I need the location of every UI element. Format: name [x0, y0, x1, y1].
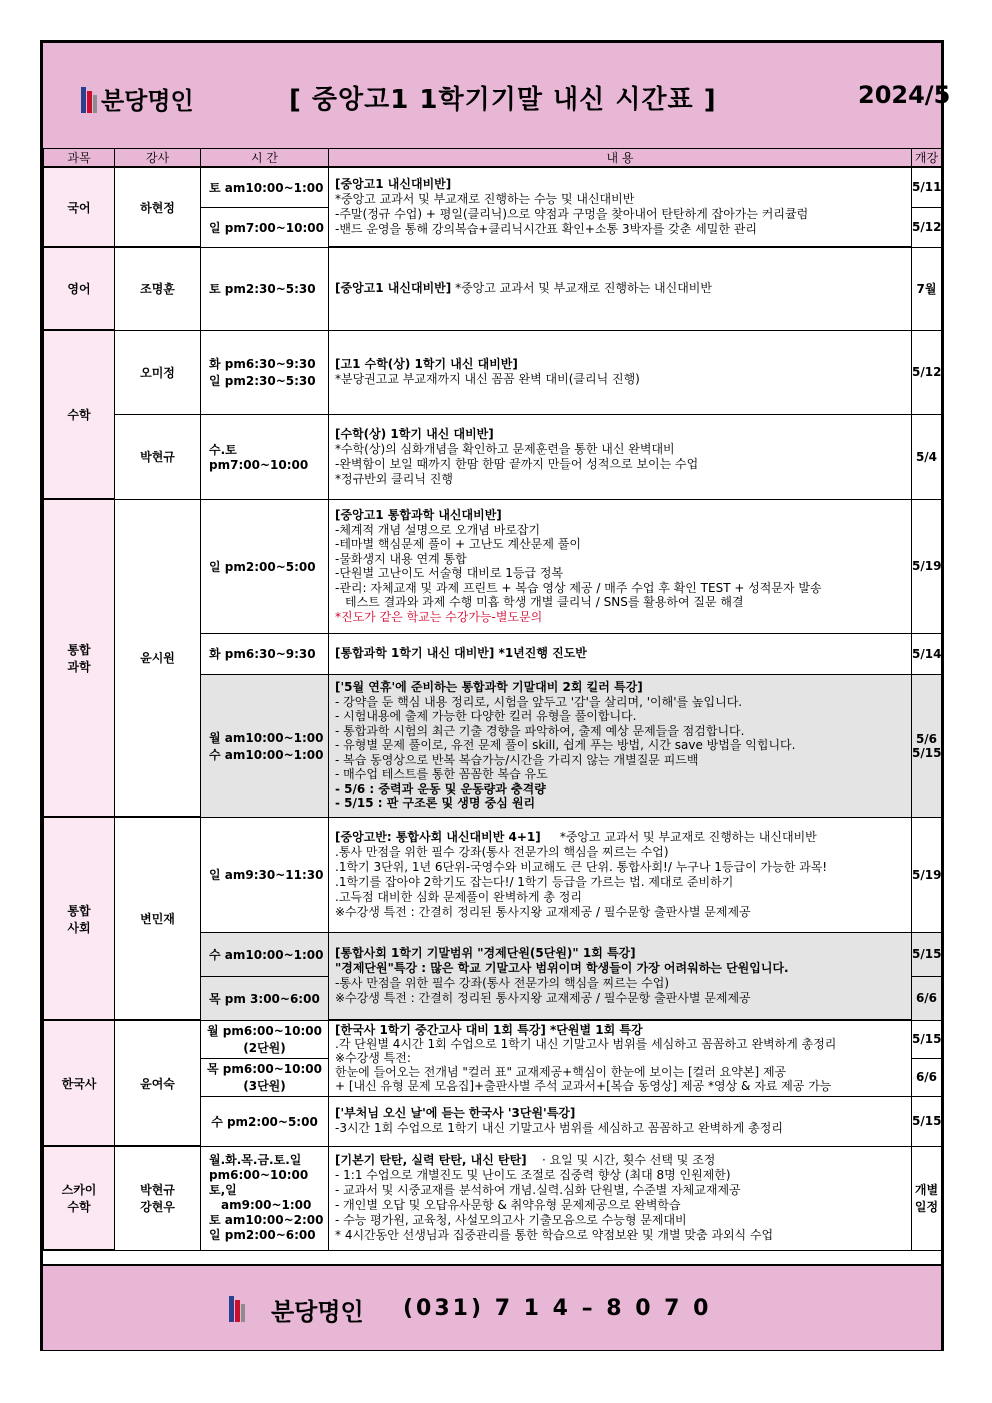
- class-description: [통합과학 1학기 내신 대비반] *1년진행 진도반: [329, 633, 912, 674]
- col-teacher: 강사: [115, 149, 201, 168]
- subject-science: 통합 과학: [44, 499, 115, 817]
- teacher-name: 윤시원: [115, 499, 201, 817]
- class-description: [중앙고1 내신대비반] *중앙고 교과서 및 부교재로 진행하는 수능 및 내신대비반 -주말(정규 수업) + 평일(클리닉)으로 약점과 구멍을 찾아내어 탄탄하게 잡아가는 커리큘럼 -밴드 운영을 통해 강의복습+클리닉시간표 확인+소통 3박자를 갖춘 세밀한 관리: [329, 167, 912, 247]
- open-date: 6/6: [912, 976, 942, 1020]
- header-band: [43, 43, 951, 150]
- table-row: [44, 499, 942, 633]
- table-row: [44, 817, 942, 932]
- table-row: [44, 414, 942, 499]
- table-row: [44, 1146, 942, 1250]
- teacher-name: 박현규 강현우: [115, 1146, 201, 1250]
- table-row: [44, 167, 942, 207]
- open-date: 6/6: [912, 1058, 942, 1096]
- page-frame: [40, 40, 951, 1351]
- teacher-name: 박현규: [115, 414, 201, 499]
- page-title: [ 중앙고1 1학기기말 내신 시간표 ]: [289, 85, 717, 115]
- class-description: [통합사회 1학기 기말범위 "경제단원(5단원)" 1회 특강] "경제단원"특강 : 많은 학교 기말고사 범위이며 학생들이 가장 어려워하는 단원입니다. -통사 만점을 위한 필수 강좌(통사 전문가의 핵심을 찌르는 수업) ※수강생 특전 : 간결히 정리된 통사지왕 교재제공 / 필수문항 출판사별 문제제공: [329, 932, 912, 1020]
- timetable: [43, 148, 942, 1251]
- schedule-date: 2024/5: [858, 81, 951, 109]
- class-description: [중앙고1 내신대비반] *중앙고 교과서 및 부교재로 진행하는 내신대비반: [329, 247, 912, 330]
- class-time: 토 pm2:30~5:30: [201, 247, 329, 330]
- class-time: 목 pm6:00~10:00 (3단원): [201, 1058, 329, 1096]
- class-description: [한국사 1학기 중간고사 대비 1회 특강] *단원별 1회 특강 .각 단원별 4시간 1회 수업으로 1학기 내신 기말고사 범위를 세심하고 꼼꼼하고 완벽하게 총정리 ※수강생 특전: 한눈에 들어오는 전개념 "컬러 표" 교재제공+핵심이 한눈에 보이는 [컬러 요약본] 제공 + [내신 유형 문제 모음집]+출판사별 주석 교과서+[복습 동영상] 제공 *영상 & 자료 제공 가능: [329, 1020, 912, 1096]
- col-open: 개강: [912, 149, 942, 168]
- class-description: ['부처님 오신 날'에 듣는 한국사 '3단원'특강] -3시간 1회 수업으로 1학기 내신 기말고사 범위를 세심하고 꼼꼼하고 완벽하게 총정리: [329, 1096, 912, 1146]
- open-date: 개별 일정: [912, 1146, 942, 1250]
- brand-logo-icon: [81, 87, 97, 113]
- footer-brand: 분당명인: [271, 1298, 364, 1326]
- class-description: [중앙고1 통합과학 내신대비반] -체계적 개념 설명으로 오개념 바로잡기 -테마별 핵심문제 풀이 + 고난도 계산문제 풀이 -물화생지 내용 연계 통합 -단원별 고난이도 서술형 대비로 1등급 정복 -관리: 자체교재 및 과제 프린트 + 복습 영상 제공 / 매주 수업 후 확인 TEST + 성적문자 발송 테스트 결과와 과제 수행 미흡 학생 개별 클리닉 / SNS를 활용하여 질문 해결 *진도가 같은 학교는 수강가능-별도문의: [329, 499, 912, 633]
- col-content: 내 용: [329, 149, 912, 168]
- open-date: 5/14: [912, 633, 942, 674]
- class-description: [수학(상) 1학기 내신 대비반] *수학(상)의 심화개념을 확인하고 문제훈련을 통한 내신 완벽대비 -완벽함이 보일 때까지 한땀 한땀 끝까지 만들어 성적으로 보이는 수업 *정규반외 클리닉 진행: [329, 414, 912, 499]
- open-date: 5/19: [912, 817, 942, 932]
- class-time: 토 am10:00~1:00: [201, 167, 329, 207]
- class-time: 수 pm2:00~5:00: [201, 1096, 329, 1146]
- open-date: 5/11: [912, 167, 942, 207]
- class-time: 수 am10:00~1:00: [201, 932, 329, 976]
- open-date: 7월: [912, 247, 942, 330]
- class-time: 일 pm7:00~10:00: [201, 207, 329, 247]
- phone-number: (031) 7 1 4 – 8 0 7 0: [403, 1296, 712, 1321]
- open-date: 5/12: [912, 207, 942, 247]
- open-date: 5/15: [912, 1096, 942, 1146]
- subject-korean: 국어: [44, 167, 115, 247]
- subject-social: 통합 사회: [44, 817, 115, 1020]
- class-time: 일 pm2:00~5:00: [201, 499, 329, 633]
- class-time: 일 am9:30~11:30: [201, 817, 329, 932]
- class-description: ['5월 연휴'에 준비하는 통합과학 기말대비 2회 킬러 특강] - 강약을 둔 핵심 내용 정리로, 시험을 앞두고 '감'을 살리며, '이해'를 높입니다. - 시험내용에 출제 가능한 다양한 킬러 유형을 풀이합니다. - 통합과학 시험의 최근 기출 경향을 파악하여, 출제 예상 문제들을 점검합니다. - 유형별 문제 풀이로, 유전 문제 풀이 skill, 쉽게 푸는 방법, 시간 save 방법을 익힙니다. - 복습 동영상으로 반복 복습가능/시간을 가리지 않는 개별질문 피드백 - 매수업 테스트를 통한 꼼꼼한 복습 유도 - 5/6 : 중력과 운동 및 운동량과 충격량 - 5/15 : 판 구조론 및 생명 중심 원리: [329, 674, 912, 817]
- open-date: 5/12: [912, 330, 942, 414]
- class-time: 월 pm6:00~10:00 (2단원): [201, 1020, 329, 1058]
- table-row: [44, 330, 942, 414]
- open-date: 5/19: [912, 499, 942, 633]
- subject-english: 영어: [44, 247, 115, 330]
- class-time: 월.화.목.금.토.일 pm6:00~10:00 토,일 am9:00~1:00 토 am10:00~2:00 일 pm2:00~6:00: [201, 1146, 329, 1250]
- table-row: [44, 1020, 942, 1058]
- col-subject: 과목: [44, 149, 115, 168]
- class-description: [기본기 탄탄, 실력 탄탄, 내신 탄탄] · 요일 및 시간, 횟수 선택 및 조정 - 1:1 수업으로 개별진도 및 난이도 조절로 집중력 향상 (최대 8명 인원제한) - 교과서 및 시중교재를 분석하여 개념.실력.심화 단원별, 수준별 자체교재제공 - 개인별 오답 및 오답유사문항 & 취약유형 문제제공으로 완벽학습 - 수능 평가원, 교육청, 사설모의고사 기출모음으로 수능형 문제대비 * 4시간동안 선생님과 집중관리를 통한 학습으로 약점보완 및 개별 맞춤 과외식 수업: [329, 1146, 912, 1250]
- class-description: [고1 수학(상) 1학기 내신 대비반] *분당권고교 부교재까지 내신 꼼꼼 완벽 대비(클리닉 진행): [329, 330, 912, 414]
- class-time: 월 am10:00~1:00 수 am10:00~1:00: [201, 674, 329, 817]
- subject-math: 수학: [44, 330, 115, 499]
- teacher-name: 하현정: [115, 167, 201, 247]
- open-date: 5/4: [912, 414, 942, 499]
- class-time: 화 pm6:30~9:30: [201, 633, 329, 674]
- teacher-name: 변민재: [115, 817, 201, 1020]
- class-time: 수.토 pm7:00~10:00: [201, 414, 329, 499]
- brand-logo-icon: [229, 1296, 245, 1322]
- teacher-name: 윤여숙: [115, 1020, 201, 1146]
- open-date: 5/15: [912, 1020, 942, 1058]
- subject-history: 한국사: [44, 1020, 115, 1146]
- class-time: 목 pm 3:00~6:00: [201, 976, 329, 1020]
- subject-sky-math: 스카이 수학: [44, 1146, 115, 1250]
- footer-band: [43, 1264, 941, 1350]
- teacher-name: 오미정: [115, 330, 201, 414]
- teacher-name: 조명훈: [115, 247, 201, 330]
- table-header-row: [44, 149, 942, 168]
- open-date: 5/6 5/15: [912, 674, 942, 817]
- class-time: 화 pm6:30~9:30 일 pm2:30~5:30: [201, 330, 329, 414]
- col-time: 시 간: [201, 149, 329, 168]
- table-row: [44, 247, 942, 330]
- class-description: [중앙고반: 통합사회 내신대비반 4+1] *중앙고 교과서 및 부교재로 진행하는 내신대비반 .통사 만점을 위한 필수 강좌(통사 전문가의 핵심을 찌르는 수업) .1학기 3단위, 1년 6단위-국영수와 비교해도 큰 단위. 통합사회!/ 누구나 1등급이 가능한 과목! .1학기를 잡아야 2학기도 잡는다!/ 1학기 등급을 가르는 법. 제대로 준비하기 .고득점 대비한 심화 문제풀이 완벽하게 총 정리 ※수강생 특전 : 간결히 정리된 통사지왕 교재제공 / 필수문항 출판사별 문제제공: [329, 817, 912, 932]
- open-date: 5/15: [912, 932, 942, 976]
- brand-name: 분당명인: [101, 87, 194, 115]
